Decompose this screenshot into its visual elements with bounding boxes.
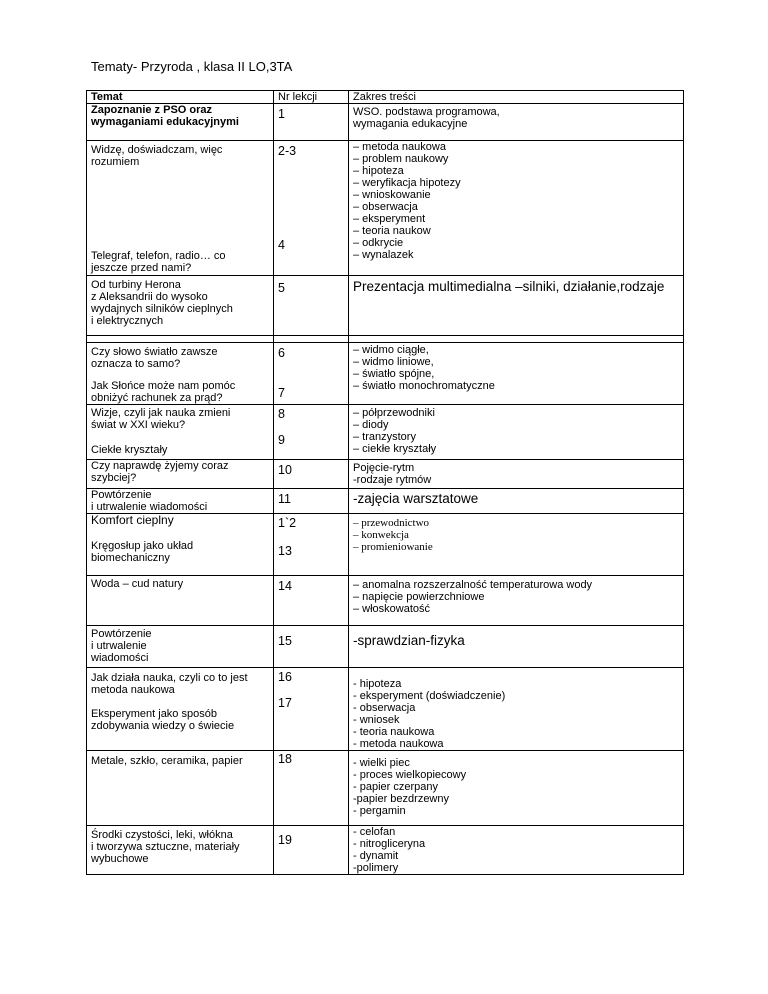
scope-cell: -sprawdzian-fizyka (349, 626, 684, 668)
scope-cell: – półprzewodniki – diody – tranzystory – ciekłe kryształy (349, 405, 684, 460)
table-row (87, 104, 684, 141)
lesson-number: 1 (274, 104, 349, 141)
topic-cell: Powtórzenie i utrwalenie wiadomości (87, 626, 274, 668)
table-row (87, 460, 684, 489)
scope-cell: -zajęcia warsztatowe (349, 489, 684, 514)
topic-cell: Wizje, czyli jak nauka zmieni świat w XXI wieku? Ciekłe kryształy (87, 405, 274, 460)
scope-cell: WSO. podstawa programowa, wymagania edukacyjne (349, 104, 684, 141)
table-row (87, 343, 684, 405)
topic-cell: Zapoznanie z PSO oraz wymaganiami edukacyjnymi (87, 104, 274, 141)
page-title: Tematy- Przyroda , klasa II LO,3TA (91, 59, 293, 74)
scope-cell: – przewodnictwo – konwekcja – promieniowanie (349, 514, 684, 576)
table-row (87, 626, 684, 668)
table-row (87, 514, 684, 576)
topic-cell: Od turbiny Herona z Aleksandrii do wysoko wydajnych silników cieplnych i elektrycznych (87, 276, 274, 336)
scope-cell: Prezentacja multimedialna –silniki, działanie,rodzaje (349, 276, 684, 336)
table-row (87, 751, 684, 826)
table-row (87, 668, 684, 751)
lesson-number: 5 (274, 276, 349, 336)
lesson-number: 18 (274, 751, 349, 826)
lesson-number: 19 (274, 826, 349, 875)
topic-cell: Środki czystości, leki, włókna i tworzywa sztuczne, materiały wybuchowe (87, 826, 274, 875)
table-row (87, 405, 684, 460)
lesson-number: 1`2 13 (274, 514, 349, 576)
lesson-number: 15 (274, 626, 349, 668)
lesson-topics-table (86, 90, 684, 875)
scope-cell: – widmo ciągłe, – widmo liniowe, – światło spójne, – światło monochromatyczne (349, 343, 684, 405)
topic-cell: Jak działa nauka, czyli co to jest metoda naukowa Eksperyment jako sposób zdobywania wiedzy o świecie (87, 668, 274, 751)
header-zakres: Zakres treści (349, 91, 684, 104)
lesson-number: 16 17 (274, 668, 349, 751)
table-header-row (87, 91, 684, 104)
topic-cell: Powtórzenie i utrwalenie wiadomości (87, 489, 274, 514)
lesson-number: 8 9 (274, 405, 349, 460)
table-spacer-row (87, 336, 684, 343)
scope-cell: - hipoteza - eksperyment (doświadczenie) - obserwacja - wniosek - teoria naukowa - metoda naukowa (349, 668, 684, 751)
table-row (87, 576, 684, 626)
scope-cell: - celofan - nitrogliceryna - dynamit -polimery (349, 826, 684, 875)
topic-cell: Komfort cieplny Kręgosłup jako układ biomechaniczny (87, 514, 274, 576)
topic-cell: Czy naprawdę żyjemy coraz szybciej? (87, 460, 274, 489)
lesson-number: 10 (274, 460, 349, 489)
topic-cell: Woda – cud natury (87, 576, 274, 626)
table-row (87, 826, 684, 875)
table-row (87, 141, 684, 276)
scope-cell: - wielki piec - proces wielkopiecowy - papier czerpany -papier bezdrzewny - pergamin (349, 751, 684, 826)
scope-cell: Pojęcie-rytm -rodzaje rytmów (349, 460, 684, 489)
scope-cell: – metoda naukowa – problem naukowy – hipoteza – weryfikacja hipotezy – wnioskowanie – obserwacja – eksperyment – teoria naukow – odkrycie – wynalazek (349, 141, 684, 276)
lesson-number: 14 (274, 576, 349, 626)
table-row (87, 489, 684, 514)
lesson-number: 2-3 4 (274, 141, 349, 276)
lesson-number: 6 7 (274, 343, 349, 405)
table-row (87, 276, 684, 336)
lesson-number: 11 (274, 489, 349, 514)
scope-cell: – anomalna rozszerzalność temperaturowa wody – napięcie powierzchniowe – włoskowatość (349, 576, 684, 626)
topic-cell: Widzę, doświadczam, więc rozumiem Telegraf, telefon, radio… co jeszcze przed nami? (87, 141, 274, 276)
topic-cell: Metale, szkło, ceramika, papier (87, 751, 274, 826)
topic-cell: Czy słowo światło zawsze oznacza to samo? Jak Słońce może nam pomóc obniżyć rachunek za prąd? (87, 343, 274, 405)
header-nr-lekcji: Nr lekcji (274, 91, 349, 104)
header-temat: Temat (87, 91, 274, 104)
